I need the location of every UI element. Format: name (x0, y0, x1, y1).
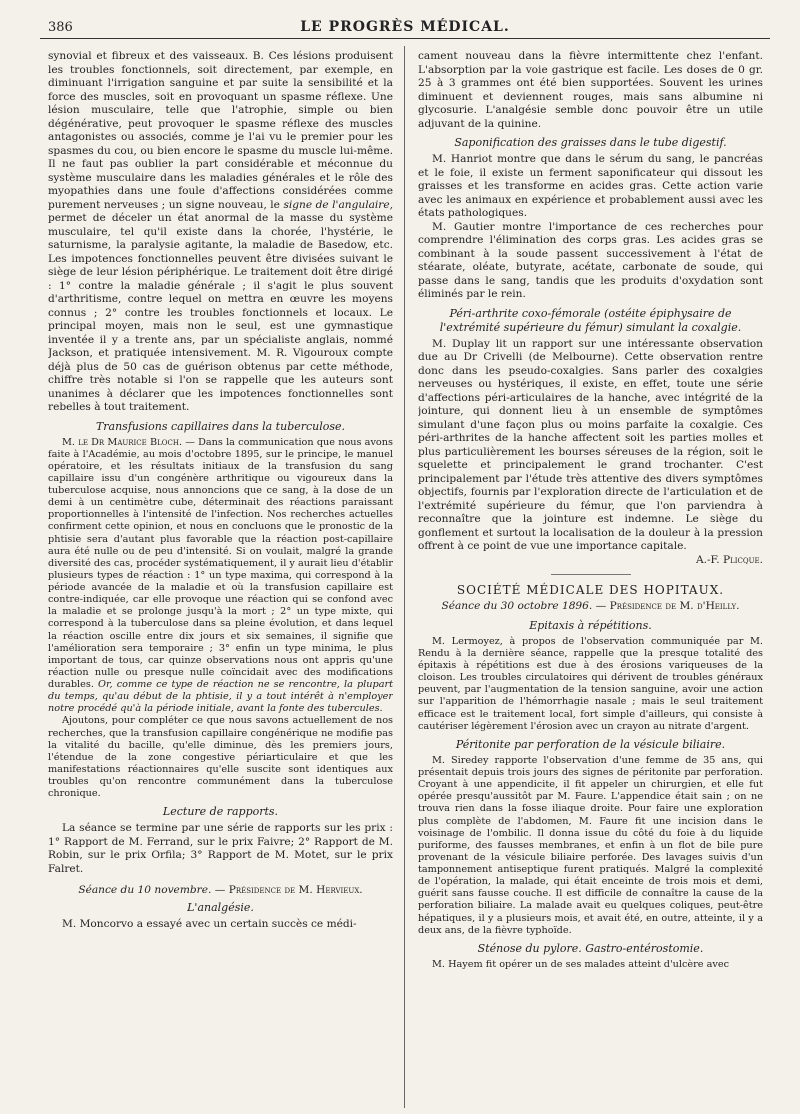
paragraph-text: — Dans la communication que nous avons faite à l'Académie, au mois d'octobre 1895, sur le principe, le manuel opératoire, et les résultats initiaux de la transfusion du sang capillaire issu d'un congénère arthritique ou vigoureux dans la tuberculose acquise, nous annoncions que ce sang, à la dose de un demi à un centimètre cube, déterminait des réactions paraissant proportionnelles à l'intensité de l'infection. Nos recherches actuelles confirment cette opinion, et nous en concluons que le pronostic de la phtisie sera d'autant plus favorable que la réaction post-capillaire aura été nulle ou de peu d'intensité. Si on voulait, malgré la grande diversité des cas, procéder systématiquement, il y aurait lieu d'établir plusieurs types de réaction : 1° un type maxima, qui correspond à la période avancée de la maladie et où la transfusion capillaire est contre-indiquée, car elle provoque une réaction qui se confond avec la maladie et se prolonge jusqu'à la mort ; 2° un type mixte, qui correspond à la tuberculose dans sa pleine évolution, et dans lequel la réaction oscille entre dix jours et six semaines, il signifie que l'amélioration sera temporaire ; 3° enfin un type minima, le plus important de tous, car quinze observations nous ont appris qu'une réaction nulle ou presque nulle coïncidait avec des modifications durables. (48, 436, 393, 691)
column-divider (404, 46, 405, 1108)
emphasis-text: Or, comme ce type de réaction ne se rencontre, la plupart du temps, qu'au début de la phtisie, il y a tout intérêt à n'employer notre procédé qu'à la période initiale, avant la fonte des tubercules. (48, 679, 393, 715)
author-name: M. le Dr Maurice Bloch. (62, 436, 183, 448)
paragraph: M. Duplay lit un rapport sur une intéressante observation due au Dr Crivelli (de Melbourne). Cette observation rentre donc dans les pseudo-coxalgies. Sans parler des coxalgies nerveuses ou hystériques, il existe, en effet, toute une série d'affections péri-articulaires de la hanche, avec intégrité de la jointure, qui donnent lieu à un ensemble de symptômes simulant d'une façon plus ou moins parfaite la coxalgie. Ces péri-arthrites de la hanche affectent soit les parties molles et plus particulièrement les bourses séreuses de la région, soit le squelette et principalement le grand trochanter. C'est principalement par l'étude très attentive des divers symptômes objectifs, fournis par l'exploration directe de l'articulation et de l'extrémité supérieure du fémur, que l'on parviendra à reconnaître que la jointure est indemne. Le siège du gonflement et surtout la localisation de la douleur à la pression offrent à ce point de vue une importance capitale. (418, 337, 763, 553)
paragraph: M. Moncorvo a essayé avec un certain succès ce médi- (62, 917, 357, 930)
section-rule (551, 574, 631, 575)
left-column (48, 50, 393, 1106)
section-heading: Lecture de rapports. (162, 805, 279, 819)
paragraph: M. Siredey rapporte l'observation d'une femme de 35 ans, qui présentait depuis trois jours des signes de péritonite par perforation. Croyant à une appendicite, il fit appeler un chirurgien, et elle fut opérée presqu'aussitôt par M. Faure. L'appendice était sain ; on ne trouva rien dans la fosse iliaque droite. Pour faire une exploration plus complète de l'abdomen, M. Faure fit une incision dans le voisinage de l'ombilic. Il donna issue du côté du foie à du liquide puriforme, des fausses membranes, et enfin à un flot de bile pure provenant de la vésicule biliaire perforée. Des lavages suivis d'un tamponnement antiseptique furent pratiqués. Malgré la complexité de l'opération, la malade, qui était enceinte de trois mois et demi, guérit sans fausse couche. Il est difficile de connaître la cause de la perforation biliaire. La malade avait eu quelques coliques, peut-être hépatiques, il y a plusieurs mois, et avait été, en outre, atteinte, il y a deux ans, de la fièvre typhoïde. (418, 754, 763, 936)
journal-title: LE PROGRÈS MÉDICAL. (300, 19, 510, 35)
paragraph-text: synovial et fibreux et des vaisseaux. B. Ces lésions produisent les troubles fonctionnels, soit directement, par exemple, en diminuant l'irrigation sanguine et par suite la sensibilité et la force des muscles, soit en provoquant un spasme réflexe. Une lésion musculaire, telle que l'atrophie, simple ou bien dégénérative, peut provoquer le spasme réflexe des muscles antagonistes ou associés, comme je l'ai vu le premier pour les spasmes du cou, ou bien encore le spasme du muscle lui-même. Il ne faut pas oublier la part considérable et méconnue du système musculaire dans les maladies générales et le rôle des myopathies dans une foule d'affections considérées comme purement nerveuses ; un signe nouveau, le (48, 50, 393, 211)
section-heading: Transfusions capillaires dans la tuberculose. (95, 419, 346, 433)
section-heading: L'analgésie. (187, 900, 254, 914)
section-heading: Péritonite par perforation de la vésicule biliaire. (455, 737, 726, 751)
paragraph (48, 437, 393, 716)
paragraph-text: permet de déceler un état anormal de la masse du système musculaire, tel qu'il existe dans la chorée, l'hystérie, le saturnisme, la paralysie agitante, la maladie de Basedow, etc. Les impotences fonctionnelles peuvent être divisées suivant le siège de leur lésion périphérique. Le traitement doit être dirigé : 1° contre la maladie générale ; il s'agit le plus souvent d'arthritisme, contre lequel on mettra en œuvre les moyens connus ; 2° contre les troubles fonctionnels et locaux. Le principal moyen, mais non le seul, est une gymnastique inventée il y a trente ans, par un spécialiste anglais, nommé Jackson, et pratiquée intensivement. M. R. Vigouroux compte déjà plus de 50 cas de guérison obtenus par cette méthode, chiffre très notable si l'on se rappelle que les auteurs sont unanimes à déclarer que les impotences fonctionnelles sont rebelles à tout traitement. (48, 212, 393, 413)
author-signature: A.-F. Plicque. (695, 553, 763, 566)
paragraph: Ajoutons, pour compléter ce que nous savons actuellement de nos recherches, que la transfusion capillaire congénérique ne modifie pas la vitalité du bacille, qu'elle diminue, dès les premiers jours, l'étendue de la zone congestive périarticulaire et que les manifestations réactionnaires qu'elle suscite sont identiques aux troubles qu'on rencontre communément dans la tuberculose chronique. (48, 715, 393, 800)
paragraph: cament nouveau dans la fièvre intermittente chez l'enfant. L'absorption par la voie gastrique est facile. Les doses de 0 gr. 25 à 3 grammes ont été bien supportées. Souvent les urines diminuent et deviennent rouges, mais sans albumine ni glycosurie. L'analgésie semble donc pouvoir être un utile adjuvant de la quinine. (418, 50, 763, 130)
paragraph: M. Hayem fit opérer un de ses malades atteint d'ulcère avec (432, 958, 730, 970)
session-president: — Présidence de M. d'Heilly. (595, 600, 740, 613)
session-line (418, 600, 763, 614)
section-heading: Péri-arthrite coxo-fémorale (ostéite épiphysaire de l'extrémité supérieure du fémur) simulant la coxalgie. (439, 306, 742, 334)
session-line (48, 884, 393, 898)
paragraph: M. Gautier montre l'importance de ces recherches pour comprendre l'élimination des corps gras. Les acides gras se combinant à la soude passent successivement à l'état de stéarate, oléate, butyrate, acétate, carbonate de soude, qui passe dans le sang, tandis que les produits d'oxydation sont éliminés par le rein. (418, 220, 763, 301)
emphasis-text: signe de l'angulaire, (283, 198, 393, 211)
page-number: 386 (48, 20, 73, 35)
paragraph (48, 50, 393, 415)
society-heading: SOCIÉTÉ MÉDICALE DES HOPITAUX. (456, 583, 725, 598)
session-date: Séance du 30 octobre 1896. (441, 600, 593, 613)
section-heading: Sténose du pylore. Gastro-entérostomie. (477, 941, 704, 955)
paragraph: M. Lermoyez, à propos de l'observation communiquée par M. Rendu à la dernière séance, rappelle que la presque totalité des épitaxis à répétitions est due à des érosions variqueuses de la cloison. Les troubles circulatoires qui dérivent de troubles généraux peuvent, par l'augmentation de la tension sanguine, avoir une action sur l'apparition de l'hémorrhagie nasale ; mais le seul traitement efficace est le traitement local, fort simple d'ailleurs, qui consiste à cautériser légèrement l'érosion avec un crayon au nitrate d'argent. (418, 635, 763, 732)
session-president: — Présidence de M. Hervieux. (214, 884, 363, 897)
section-heading: Saponification des graisses dans le tube digestif. (454, 136, 727, 149)
section-heading: Epitaxis à répétitions. (529, 618, 652, 632)
right-column (418, 50, 763, 1106)
page-header (40, 18, 770, 39)
paragraph: La séance se termine par une série de rapports sur les prix : 1° Rapport de M. Ferrand, sur le prix Faivre; 2° Rapport de M. Robin, sur le prix Orfila; 3° Rapport de M. Motet, sur le prix Falret. (48, 822, 393, 875)
paragraph: M. Hanriot montre que dans le sérum du sang, le pancréas et le foie, il existe un ferment saponificateur qui dissout les graisses et les transforme en acides gras. Cette action varie avec les animaux en expérience et probablement aussi avec les états pathologiques. (418, 153, 763, 220)
session-date: Séance du 10 novembre. (78, 884, 212, 897)
